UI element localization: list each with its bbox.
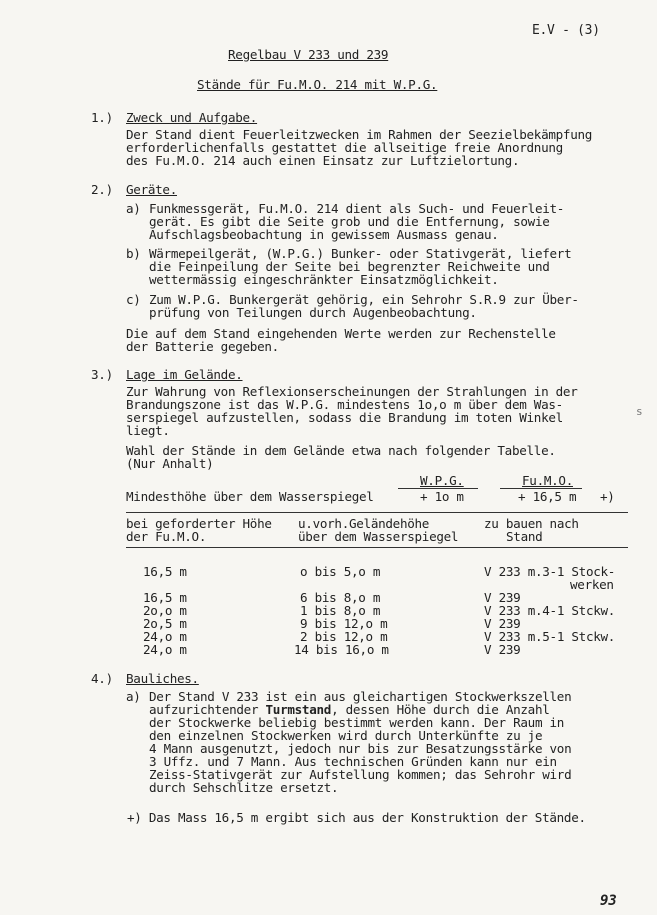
- min-wpg-value: + 1o m: [420, 489, 464, 504]
- emphasis-turmstand: Turmstand: [265, 702, 332, 717]
- item-a-line: gerät. Es gibt die Seite grob und die Entfernung, sowie: [149, 214, 550, 229]
- table-cell-height: 16,5 m: [143, 590, 187, 605]
- section-2-heading: Geräte.: [126, 182, 177, 197]
- table-header-rule: [126, 547, 628, 548]
- page-number: 93: [600, 893, 617, 909]
- item-a-text: aufzurichtender: [149, 702, 266, 717]
- item-a-label: a): [126, 201, 141, 216]
- document-title: Regelbau V 233 und 239: [228, 47, 389, 62]
- section-3-line: liegt.: [126, 423, 170, 438]
- section-1-number: 1.): [91, 110, 113, 125]
- table-header: der Fu.M.O.: [126, 529, 207, 544]
- section-3-line: Zur Wahrung von Reflexionserscheinungen der Strahlungen in der: [126, 384, 578, 399]
- item-c-label: c): [126, 292, 141, 307]
- section-2-closing: der Batterie gegeben.: [126, 339, 279, 354]
- item-a-line: den einzelnen Stockwerken wird durch Unterkünfte zu je: [149, 728, 543, 743]
- table-cell-height: 16,5 m: [143, 564, 187, 579]
- item-a-line: durch Sehschlitze ersetzt.: [149, 780, 339, 795]
- section-1-line: des Fu.M.O. 214 auch einen Einsatz zur Luftzielortung.: [126, 153, 520, 168]
- min-height-label: Mindesthöhe über dem Wasserspiegel: [126, 489, 374, 504]
- item-b-line: Wärmepeilgerät, (W.P.G.) Bunker- oder Stativgerät, liefert: [149, 246, 572, 261]
- section-2-number: 2.): [91, 182, 113, 197]
- footnote: +) Das Mass 16,5 m ergibt sich aus der Konstruktion der Stände.: [127, 810, 586, 825]
- table-cell-stand: V 233 m.5-1 Stckw.: [484, 629, 616, 644]
- section-1-line: Der Stand dient Feuerleitzwecken im Rahmen der Seezielbekämpfung: [126, 127, 593, 142]
- section-3-line: Wahl der Stände in dem Gelände etwa nach folgender Tabelle.: [126, 443, 556, 458]
- table-cell-range: 9 bis 12,o m: [300, 616, 388, 631]
- table-cell-height: 24,o m: [143, 642, 187, 657]
- item-a-text: , dessen Höhe durch die Anzahl: [331, 702, 550, 717]
- section-3-line: (Nur Anhalt): [126, 456, 214, 471]
- section-3-heading: Lage im Gelände.: [126, 367, 243, 382]
- item-c-line: Zum W.P.G. Bunkergerät gehörig, ein Sehrohr S.R.9 zur Über-: [149, 292, 579, 307]
- document-subtitle: Stände für Fu.M.O. 214 mit W.P.G.: [197, 77, 438, 92]
- min-fumo-value: + 16,5 m: [518, 489, 577, 504]
- section-3-number: 3.): [91, 367, 113, 382]
- item-b-line: die Feinpeilung der Seite bei begrenzter Reichweite und: [149, 259, 550, 274]
- item-a-line: 3 Uffz. und 7 Mann. Aus technischen Gründen kann nur ein: [149, 754, 557, 769]
- table-cell-stand: V 239: [484, 616, 521, 631]
- table-cell-height: 2o,5 m: [143, 616, 187, 631]
- column-fumo: Fu.M.O.: [522, 473, 573, 488]
- table-header: bei geforderter Höhe: [126, 516, 272, 531]
- margin-mark: s: [636, 405, 643, 418]
- section-3-line: Brandungszone ist das W.P.G. mindestens 1o,o m über dem Was-: [126, 397, 563, 412]
- table-cell-stand-cont: werken: [570, 577, 614, 592]
- item-a-line: Aufschlagsbeobachtung in gewissem Ausmass genau.: [149, 227, 499, 242]
- item-b-line: wettermässig eingeschränkter Einsatzmöglichkeit.: [149, 272, 499, 287]
- table-cell-height: 24,o m: [143, 629, 187, 644]
- section-3-line: serspiegel aufzustellen, sodass die Brandung im toten Winkel: [126, 410, 563, 425]
- table-cell-range: 1 bis 8,o m: [300, 603, 381, 618]
- table-top-rule: [126, 512, 628, 513]
- item-a-line: 4 Mann ausgenutzt, jedoch nur bis zur Besatzungsstärke von: [149, 741, 572, 756]
- section-4-number: 4.): [91, 671, 113, 686]
- item-a-line: Der Stand V 233 ist ein aus gleichartigen Stockwerkszellen: [149, 689, 572, 704]
- min-footnote-mark: +): [600, 489, 615, 504]
- section-4-heading: Bauliches.: [126, 671, 199, 686]
- table-header: Stand: [506, 529, 543, 544]
- table-cell-stand: V 239: [484, 642, 521, 657]
- item-a-line: Funkmessgerät, Fu.M.O. 214 dient als Such- und Feuerleit-: [149, 201, 565, 216]
- document-reference: E.V - (3): [532, 23, 600, 38]
- table-cell-stand: V 233 m.4-1 Stckw.: [484, 603, 616, 618]
- item-c-line: prüfung von Teilungen durch Augenbeobachtung.: [149, 305, 477, 320]
- item-a-line: Zeiss-Stativgerät zur Aufstellung kommen; das Sehrohr wird: [149, 767, 572, 782]
- table-cell-stand: V 233 m.3-1 Stock-: [484, 564, 616, 579]
- table-cell-range: 14 bis 16,o m: [294, 642, 389, 657]
- table-cell-range: o bis 5,o m: [300, 564, 381, 579]
- table-cell-height: 2o,o m: [143, 603, 187, 618]
- table-header: zu bauen nach: [484, 516, 579, 531]
- item-a-line: der Stockwerke beliebig bestimmt werden kann. Der Raum in: [149, 715, 565, 730]
- table-cell-range: 6 bis 8,o m: [300, 590, 381, 605]
- table-cell-stand: V 239: [484, 590, 521, 605]
- table-header: über dem Wasserspiegel: [298, 529, 459, 544]
- item-b-label: b): [126, 246, 141, 261]
- table-header: u.vorh.Geländehöhe: [298, 516, 430, 531]
- section-1-line: erforderlichenfalls gestattet die allseitige freie Anordnung: [126, 140, 563, 155]
- table-cell-range: 2 bis 12,o m: [300, 629, 388, 644]
- section-2-closing: Die auf dem Stand eingehenden Werte werden zur Rechenstelle: [126, 326, 556, 341]
- item-a-label: a): [126, 689, 141, 704]
- column-wpg: W.P.G.: [420, 473, 464, 488]
- section-1-heading: Zweck und Aufgabe.: [126, 110, 258, 125]
